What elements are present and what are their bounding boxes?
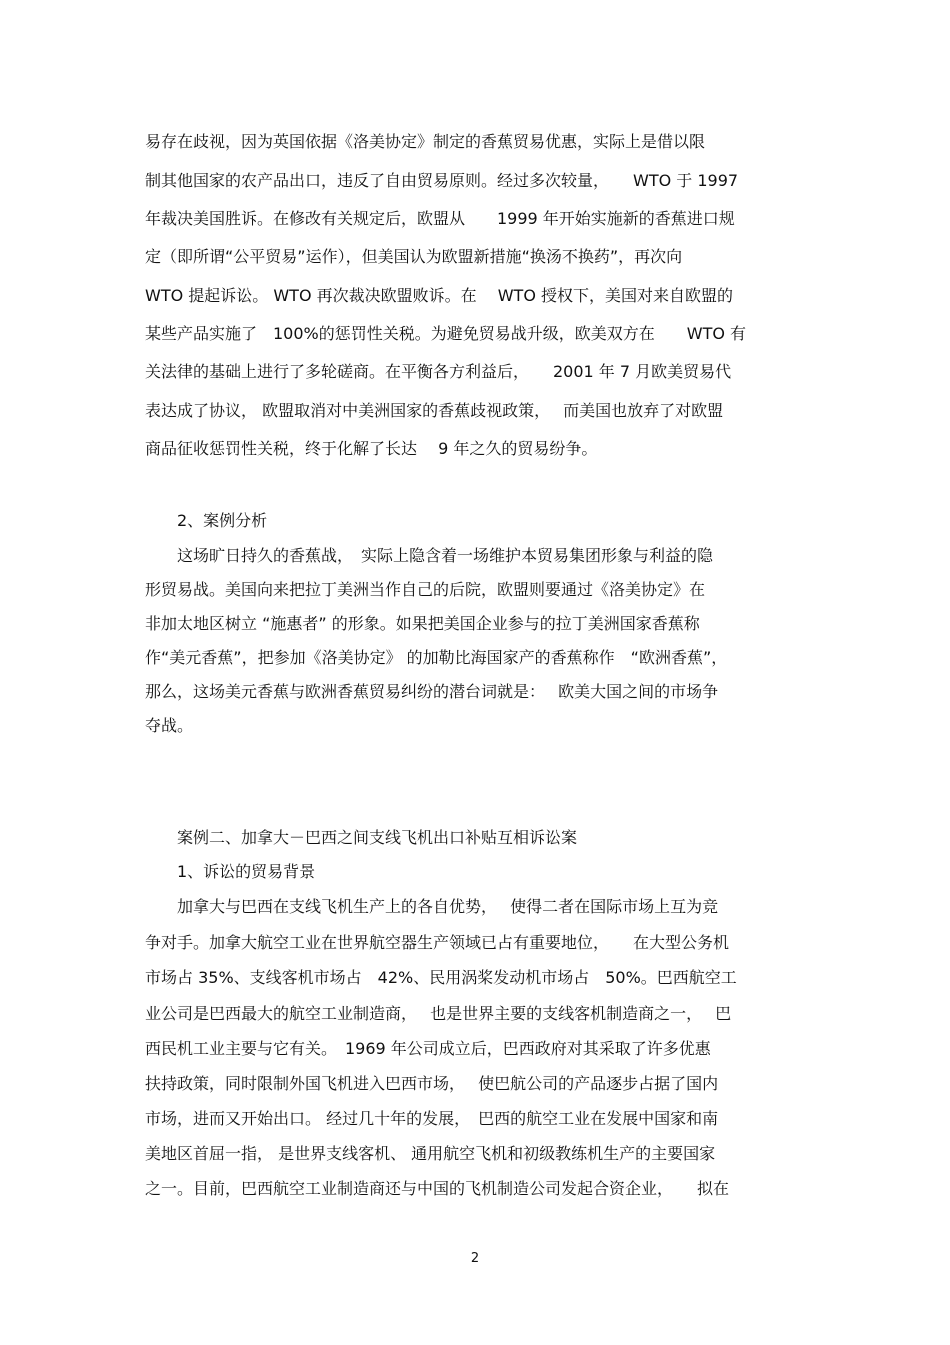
case2-subheading: 1、诉讼的贸易背景: [177, 862, 316, 881]
text-line: 业公司是巴西最大的航空工业制造商， 也是世界主要的支线客机制造商之一， 巴: [145, 1004, 732, 1023]
text-line: 市场，进而又开始出口。 经过几十年的发展， 巴西的航空工业在发展中国家和南: [145, 1109, 719, 1128]
case2-title: 案例二、加拿大－巴西之间支线飞机出口补贴互相诉讼案: [177, 828, 578, 847]
text-line: 非加太地区树立 “施惠者” 的形象。如果把美国企业参与的拉丁美洲国家香蕉称: [145, 614, 700, 633]
text-line: 夺战。: [145, 716, 194, 735]
text-line: 年裁决美国胜诉。在修改有关规定后，欧盟从 1999 年开始实施新的香蕉进口规: [145, 209, 735, 228]
page-number: 2: [470, 1251, 480, 1266]
text-line: 市场占 35%、支线客机市场占 42%、民用涡桨发动机市场占 50%。巴西航空工: [145, 968, 737, 987]
text-line: 形贸易战。美国向来把拉丁美洲当作自己的后院，欧盟则要通过《洛美协定》在: [145, 580, 706, 599]
text-line: 定（即所谓“公平贸易”运作），但美国认为欧盟新措施“换汤不换药”，再次向: [145, 247, 683, 266]
text-line: 商品征收惩罚性关税，终于化解了长达 9 年之久的贸易纷争。: [145, 439, 598, 458]
section-heading-analysis: 2、案例分析: [177, 511, 268, 530]
text-line: 争对手。加拿大航空工业在世界航空器生产领域已占有重要地位， 在大型公务机: [145, 933, 730, 952]
text-line: 那么，这场美元香蕉与欧洲香蕉贸易纠纷的潜台词就是： 欧美大国之间的市场争: [145, 682, 719, 701]
text-line: 制其他国家的农产品出口，违反了自由贸易原则。经过多次较量， WTO 于 1997: [145, 171, 739, 190]
text-line: 作“美元香蕉”，把参加《洛美协定》 的加勒比海国家产的香蕉称作 “欧洲香蕉”，: [145, 648, 728, 667]
text-line: 之一。目前，巴西航空工业制造商还与中国的飞机制造公司发起合资企业， 拟在: [145, 1179, 730, 1198]
text-line: 关法律的基础上进行了多轮磋商。在平衡各方利益后， 2001 年 7 月欧美贸易代: [145, 362, 732, 381]
text-line: 某些产品实施了 100%的惩罚性关税。为避免贸易战升级，欧美双方在 WTO 有: [145, 324, 747, 343]
text-line: 表达成了协议， 欧盟取消对中美洲国家的香蕉歧视政策， 而美国也放弃了对欧盟: [145, 401, 724, 420]
text-line: 加拿大与巴西在支线飞机生产上的各自优势， 使得二者在国际市场上互为竞: [177, 897, 719, 916]
text-line: WTO 提起诉讼。 WTO 再次裁决欧盟败诉。在 WTO 授权下，美国对来自欧盟的: [145, 286, 733, 305]
text-line: 西民机工业主要与它有关。 1969 年公司成立后，巴西政府对其采取了许多优惠: [145, 1039, 711, 1058]
text-line: 这场旷日持久的香蕉战， 实际上隐含着一场维护本贸易集团形象与利益的隐: [177, 546, 714, 565]
text-line: 扶持政策，同时限制外国飞机进入巴西市场， 使巴航公司的产品逐步占据了国内: [145, 1074, 719, 1093]
text-line: 易存在歧视，因为英国依据《洛美协定》制定的香蕉贸易优惠，实际上是借以限: [145, 132, 706, 151]
text-line: 美地区首屈一指， 是世界支线客机、 通用航空飞机和初级教练机生产的主要国家: [145, 1144, 716, 1163]
